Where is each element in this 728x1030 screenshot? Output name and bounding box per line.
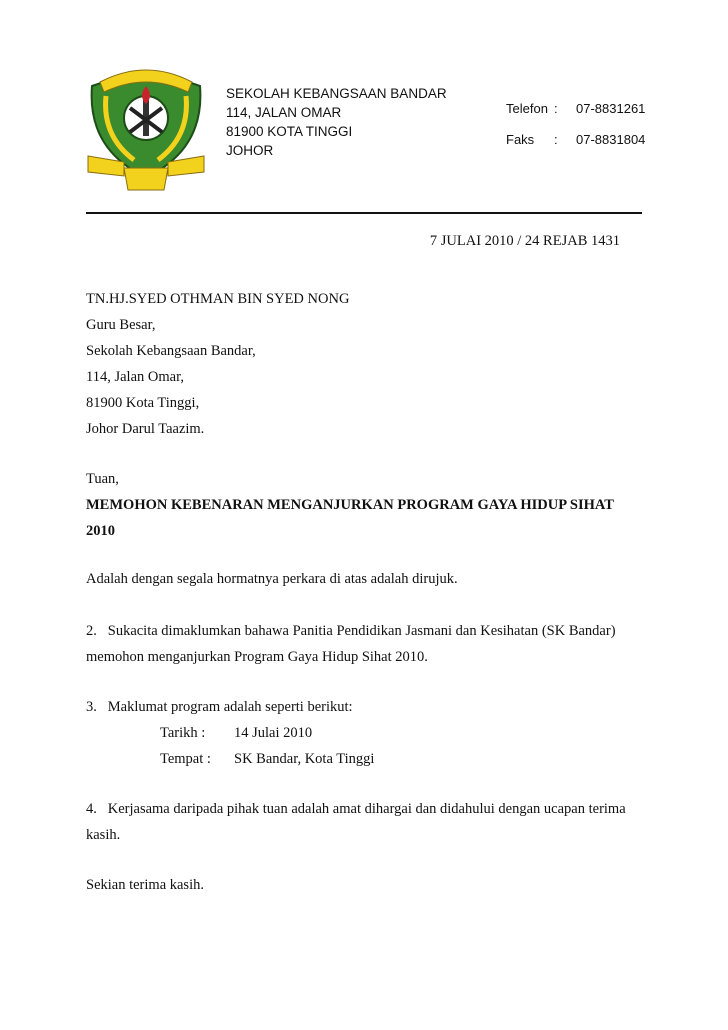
fax-row (506, 124, 645, 155)
recipient-line: 114, Jalan Omar, (86, 369, 184, 385)
paragraph-line: 2. Sukacita dimaklumkan bahawa Panitia Pendidikan Jasmani dan Kesihatan (SK Bandar) (86, 623, 616, 639)
phone-value: 07-8831261 (576, 101, 646, 116)
address-line: 114, JALAN OMAR (226, 105, 342, 120)
fax-label: Faks (506, 132, 535, 147)
phone-sep: : (554, 101, 558, 116)
recipient-line: Johor Darul Taazim. (86, 421, 205, 437)
program-details (160, 720, 720, 772)
fax-sep: : (554, 132, 558, 147)
recipient-line: Sekolah Kebangsaan Bandar, (86, 343, 256, 359)
closing: Sekian terima kasih. (86, 877, 204, 893)
fax-value: 07-8831804 (576, 132, 646, 147)
subject-line: MEMOHON KEBENARAN MENGANJURKAN PROGRAM GAYA HIDUP SIHAT (86, 497, 614, 513)
detail-value: 14 Julai 2010 (234, 725, 313, 741)
paragraph-4 (86, 796, 646, 848)
opening-paragraph: Adalah dengan segala hormatnya perkara di atas adalah dirujuk. (86, 571, 458, 587)
phone-label: Telefon (506, 101, 548, 116)
school-logo (84, 56, 208, 196)
paragraph-line: kasih. (86, 827, 121, 843)
recipient-name: TN.HJ.SYED OTHMAN BIN SYED NONG (86, 291, 350, 307)
recipient-line: 81900 Kota Tinggi, (86, 395, 200, 411)
letter-date: 7 JULAI 2010 / 24 REJAB 1431 (429, 233, 620, 249)
address-line: 81900 KOTA TINGGI (226, 124, 353, 139)
recipient-line: Guru Besar, (86, 317, 156, 333)
address-line: JOHOR (226, 143, 274, 158)
salutation: Tuan, (86, 471, 119, 487)
school-name: SEKOLAH KEBANGSAAN BANDAR (226, 86, 447, 101)
paragraph-line: 4. Kerjasama daripada pihak tuan adalah amat dihargai dan didahului dengan ucapan terima (86, 801, 626, 817)
school-address (226, 84, 447, 160)
detail-label: Tempat : (160, 751, 211, 767)
paragraph-3-intro: 3. Maklumat program adalah seperti berikut: (86, 699, 353, 715)
paragraph-2 (86, 618, 646, 670)
detail-row-date (160, 720, 720, 746)
phone-row (506, 93, 645, 124)
header-divider (86, 212, 642, 214)
subject-line: 2010 (86, 523, 115, 539)
detail-value: SK Bandar, Kota Tinggi (234, 751, 375, 767)
detail-label: Tarikh : (160, 725, 206, 741)
detail-row-venue (160, 746, 720, 772)
recipient-block (86, 286, 646, 442)
contact-info (506, 93, 645, 155)
subject (86, 492, 646, 544)
paragraph-line: memohon menganjurkan Program Gaya Hidup Sihat 2010. (86, 649, 428, 665)
